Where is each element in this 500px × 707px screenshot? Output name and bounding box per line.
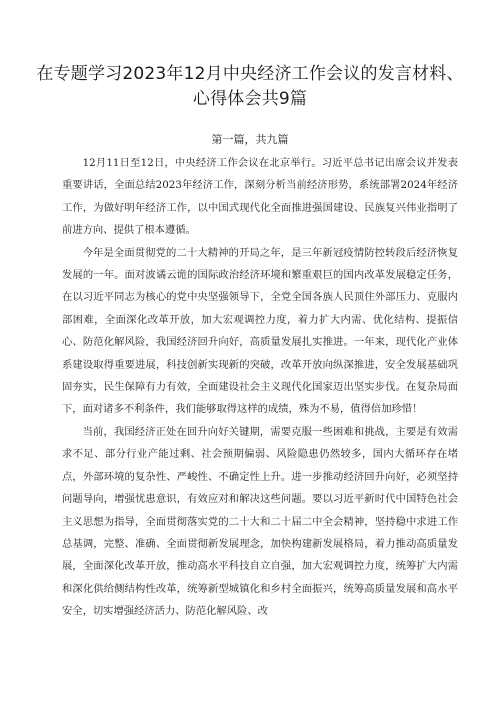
section-heading: 第一篇，共九篇 bbox=[211, 133, 289, 146]
document-title: 在专题学习2023年12月中央经济工作会议的发言材料、心得体会共9篇 bbox=[36, 64, 464, 109]
document-body bbox=[62, 152, 458, 623]
paragraph: 12月11日至12日，中央经济工作会议在北京举行。习近平总书记出席会议并发表重要讲话，全面总结2023年经济工作，深刻分析当前经济形势，系统部署2024年经济工作，为做好明年经济工作，以中国式现代化全面推进强国建设、民族复兴伟业指明了前进方向、提供了根本遵循。 bbox=[62, 157, 458, 237]
paragraph: 今年是全面贯彻党的二十大精神的开局之年，是三年新冠疫情防控转段后经济恢复发展的一年。面对波谲云诡的国际政治经济环境和繁重艰巨的国内改革发展稳定任务，在以习近平同志为核心的党中央坚强领导下，全党全国各族人民顶住外部压力、克服内部困难，全面深化改革开放，加大宏观调控力度，着力扩大内需、优化结构、提振信心、防范化解风险，我国经济回升向好，高质量发展扎实推进。一年来，现代化产业体系建设取得重要进展，科技创新实现新的突破，改革开放向纵深推进，安全发展基础巩固夯实，民生保障有力有效，全面建设社会主义现代化国家迈出坚实步伐。在复杂局面下，面对诸多不利条件，我们能够取得这样的成绩，殊为不易，值得倍加珍惜！ bbox=[62, 246, 458, 416]
paragraph: 当前，我国经济正处在回升向好关键期，需要克服一些困难和挑战，主要是有效需求不足、部分行业产能过剩、社会预期偏弱、风险隐患仍然较多，国内大循环存在堵点，外部环境的复杂性、严峻性、不确定性上升。进一步推动经济回升向好，必须坚持问题导向，增强忧患意识，有效应对和解决这些问题。要以习近平新时代中国特色社会主义思想为指导，全面贯彻落实党的二十大和二十届二中全会精神，坚持稳中求进工作总基调，完整、准确、全面贯彻新发展理念，加快构建新发展格局，着力推动高质量发展，全面深化改革开放，推动高水平科技自立自强，加大宏观调控力度，统筹扩大内需和深化供给侧结构性改革，统筹新型城镇化和乡村全面振兴，统筹高质量发展和高水平安全，切实增强经济活力、防范化解风险、改 bbox=[62, 425, 458, 618]
